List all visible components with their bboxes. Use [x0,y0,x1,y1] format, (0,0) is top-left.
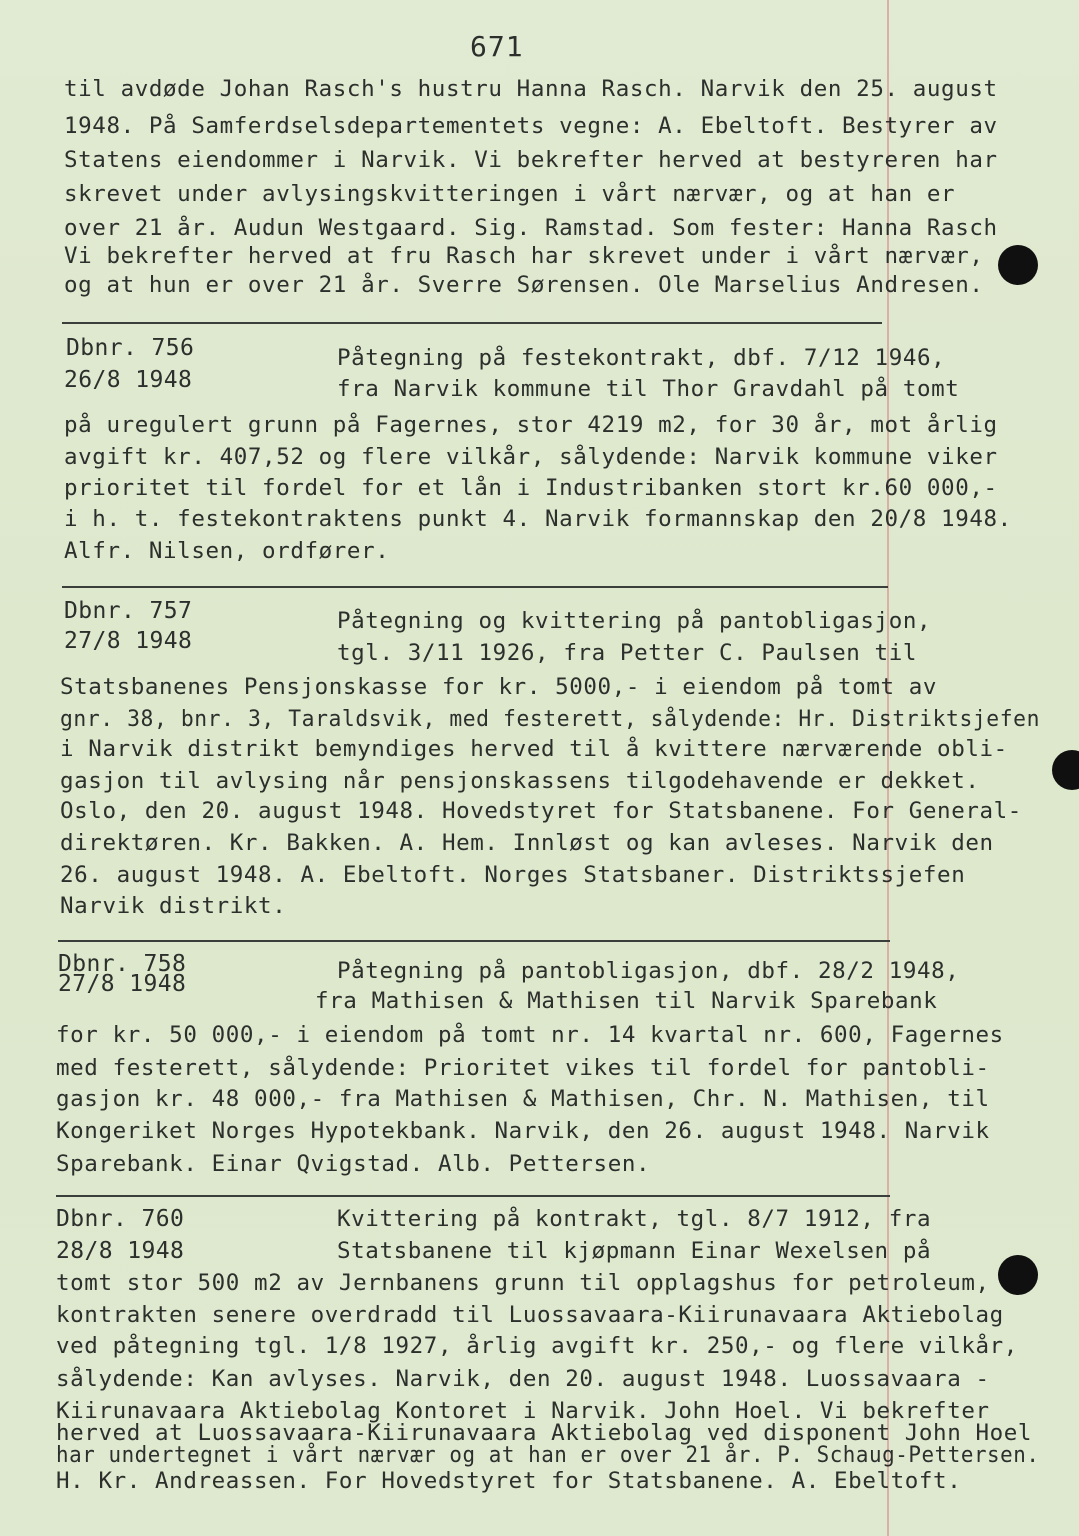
text-line: har undertegnet i vårt nærvær og at han er over 21 år. P. Schaug-Pettersen. [56,1442,1040,1468]
text-line: avgift kr. 407,52 og flere vilkår, sålydende: Narvik kommune viker [64,444,998,470]
text-line: Narvik distrikt. [60,893,287,919]
text-line: på uregulert grunn på Fagernes, stor 4219 m2, for 30 år, mot årlig [64,412,998,438]
punch-hole-icon [1052,750,1079,790]
dbnr-label: Dbnr. 758 [58,951,187,977]
dbnr-label: Dbnr. 760 [56,1206,185,1232]
text-line: Påtegning på pantobligasjon, dbf. 28/2 1948, [337,958,960,984]
text-line: H. Kr. Andreassen. For Hovedstyret for Statsbanene. A. Ebeltoft. [56,1468,962,1494]
text-line: Kiirunavaara Aktiebolag Kontoret i Narvik. John Hoel. Vi bekrefter [56,1398,990,1424]
dbnr-label: Dbnr. 756 [66,335,195,361]
punch-hole-icon [998,245,1038,285]
entry-date: 27/8 1948 [64,628,193,654]
text-line: Kongeriket Norges Hypotekbank. Narvik, den 26. august 1948. Narvik [56,1118,990,1144]
text-line: Påtegning og kvittering på pantobligasjon, [337,608,932,634]
text-line: Alfr. Nilsen, ordfører. [64,538,390,564]
text-line: Kvittering på kontrakt, tgl. 8/7 1912, fra [337,1206,932,1232]
entry-separator [56,1195,890,1197]
text-line: tgl. 3/11 1926, fra Petter C. Paulsen til [337,640,917,666]
text-line: gnr. 38, bnr. 3, Taraldsvik, med festerett, sålydende: Hr. Distriktsjefen [60,706,1041,732]
entry-date: 26/8 1948 [64,367,193,393]
text-line: over 21 år. Audun Westgaard. Sig. Ramstad. Som fester: Hanna Rasch [64,215,998,241]
text-line: fra Mathisen & Mathisen til Narvik Sparebank [315,988,938,1014]
text-line: Statsbanene til kjøpmann Einar Wexelsen på [337,1238,932,1264]
entry-date: 28/8 1948 [56,1238,185,1264]
text-line: Statsbanenes Pensjonskasse for kr. 5000,- i eiendom på tomt av [60,674,938,700]
text-line: Oslo, den 20. august 1948. Hovedstyret for Statsbanene. For General- [60,798,1022,824]
entry-separator [58,940,890,942]
dbnr-label: Dbnr. 757 [64,598,193,624]
text-line: 1948. På Samferdselsdepartementets vegne: A. Ebeltoft. Bestyrer av [64,113,998,139]
text-line: gasjon til avlysing når pensjonskassens tilgodehavende er dekket. [60,768,980,794]
text-line: Sparebank. Einar Qvigstad. Alb. Pettersen. [56,1151,651,1177]
entry-separator [62,586,888,588]
text-line: sålydende: Kan avlyses. Narvik, den 20. august 1948. Luossavaara - [56,1366,990,1392]
text-line: i Narvik distrikt bemyndiges herved til å kvittere nærværende obli- [60,736,1008,762]
text-line: prioritet til fordel for et lån i Industribanken stort kr.60 000,- [64,475,998,501]
text-line: til avdøde Johan Rasch's hustru Hanna Rasch. Narvik den 25. august [64,76,998,102]
text-line: herved at Luossavaara-Kiirunavaara Aktiebolag ved disponent John Hoel [56,1420,1033,1446]
text-line: for kr. 50 000,- i eiendom på tomt nr. 14 kvartal nr. 600, Fagernes [56,1022,1004,1048]
text-line: direktøren. Kr. Bakken. A. Hem. Innløst og kan avleses. Narvik den [60,830,994,856]
text-line: 26. august 1948. A. Ebeltoft. Norges Statsbaner. Distriktssjefen [60,862,966,888]
text-line: gasjon kr. 48 000,- fra Mathisen & Mathisen, Chr. N. Mathisen, til [56,1086,990,1112]
text-line: skrevet under avlysingskvitteringen i vårt nærvær, og at han er [64,181,956,207]
entry-separator [62,322,882,324]
text-line: Vi bekrefter herved at fru Rasch har skrevet under i vårt nærvær, [64,243,984,269]
text-line: i h. t. festekontraktens punkt 4. Narvik formannskap den 20/8 1948. [64,506,1012,532]
text-line: Statens eiendommer i Narvik. Vi bekrefter herved at bestyreren har [64,147,998,173]
text-line: ved påtegning tgl. 1/8 1927, årlig avgift kr. 250,- og flere vilkår, [56,1333,1018,1359]
text-line: fra Narvik kommune til Thor Gravdahl på tomt [337,376,960,402]
page-number: 671 [470,30,524,63]
text-line: kontrakten senere overdradd til Luossavaara-Kiirunavaara Aktiebolag [56,1302,1004,1328]
entry-date: 27/8 1948 [58,971,187,997]
punch-hole-icon [998,1255,1038,1295]
text-line: Påtegning på festekontrakt, dbf. 7/12 1946, [337,345,946,371]
text-line: tomt stor 500 m2 av Jernbanens grunn til opplagshus for petroleum, [56,1270,990,1296]
text-line: med festerett, sålydende: Prioritet vikes til fordel for pantobli- [56,1055,990,1081]
text-line: og at hun er over 21 år. Sverre Sørensen. Ole Marselius Andresen. [64,272,984,298]
